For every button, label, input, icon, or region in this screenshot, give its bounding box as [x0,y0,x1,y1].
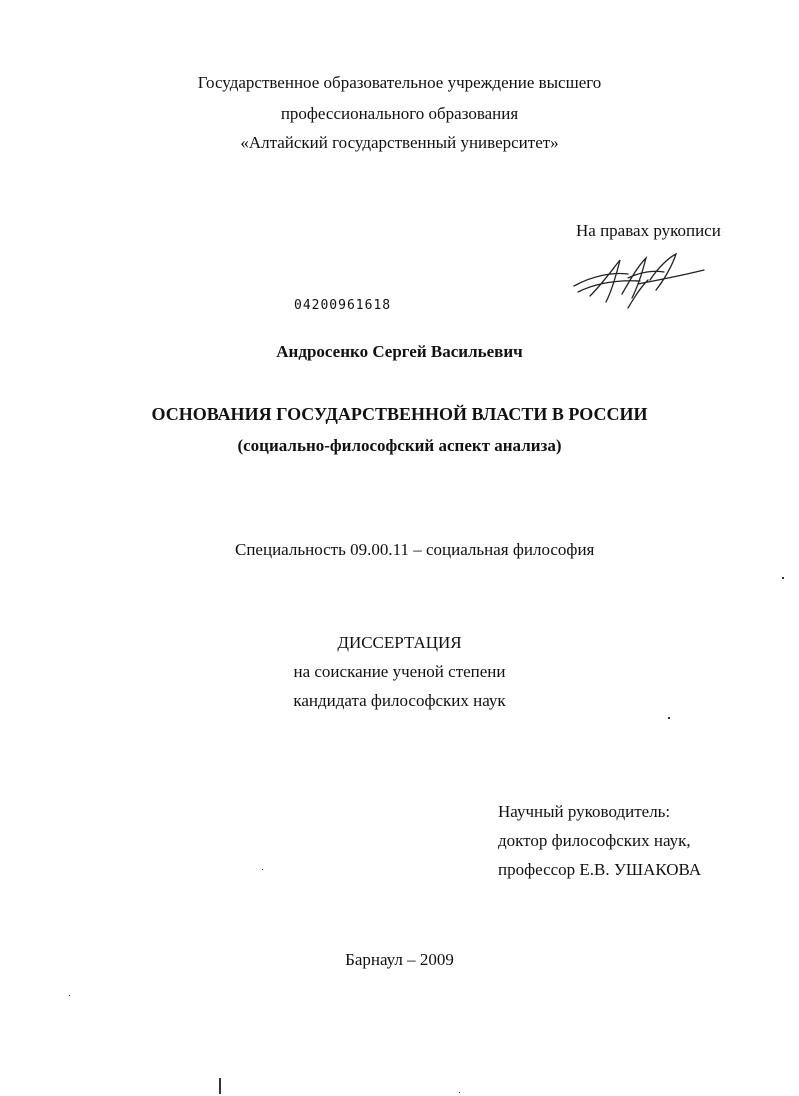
scan-speck [262,869,263,870]
degree-line-2: кандидата философских наук [293,691,506,710]
signature-icon [568,250,708,312]
scan-speck [69,995,70,996]
place-year: Барнаул – 2009 [345,950,454,969]
supervisor-degree: доктор философских наук, [498,831,691,850]
manuscript-note: На правах рукописи [576,221,721,240]
dissertation-heading: ДИССЕРТАЦИЯ [337,633,462,652]
scan-speck [219,1078,221,1094]
degree-line-1: на соискание ученой степени [293,662,506,681]
document-number: 04200961618 [294,298,392,313]
supervisor-name: профессор Е.В. УШАКОВА [498,860,702,879]
dissertation-title: ОСНОВАНИЯ ГОСУДАРСТВЕННОЙ ВЛАСТИ В РОССИИ [151,404,648,424]
author-name: Андросенко Сергей Васильевич [276,342,523,361]
scan-speck [782,577,784,579]
supervisor-label: Научный руководитель: [498,802,671,821]
scan-speck [459,1092,460,1093]
dissertation-subtitle: (социально-философский аспект анализа) [237,436,562,455]
institution-line-1: Государственное образовательное учреждение высшего [197,73,602,92]
scan-speck [668,717,670,719]
specialty: Специальность 09.00.11 – социальная философия [235,540,595,559]
institution-line-2: профессионального образования [280,104,519,123]
institution-line-3: «Алтайский государственный университет» [240,133,559,152]
